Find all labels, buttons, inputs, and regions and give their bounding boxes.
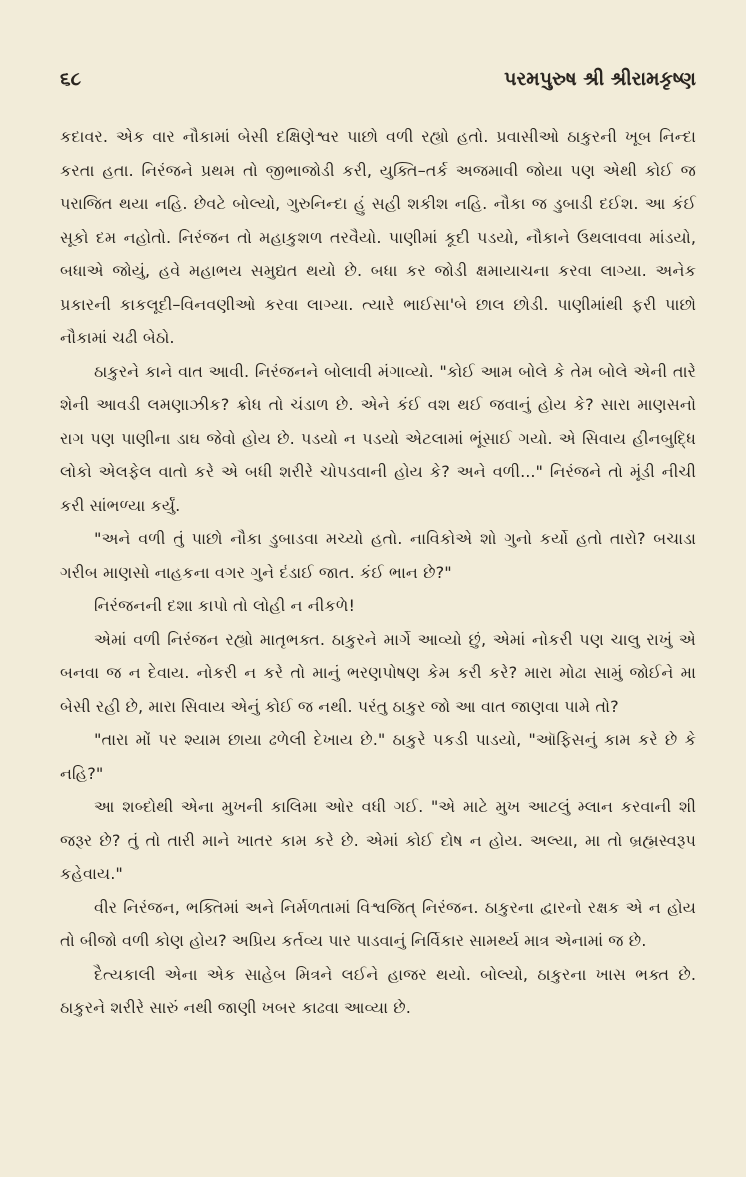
paragraph-8: વીર નિરંજન, ભક્તિમાં અને નિર્મળતામાં વિશ્વજિત્ નિરંજન. ઠાકુરના દ્વારનો રક્ષક એ ન હોય તો બીજો વળી કોણ હોય? અપ્રિય કર્તવ્ય પાર પાડવાનું નિર્વિકાર સામર્થ્ય માત્ર એનામાં જ છે. xyxy=(60,897,696,950)
page-number: ૬૮ xyxy=(60,68,82,90)
paragraph-2: ઠાકુરને કાને વાત આવી. નિરંજનને બોલાવી મંગાવ્યો. "કોઈ આમ બોલે કે તેમ બોલે એની તારે શેની આવડી લમણાઝીક? ક્રોધ તો ચંડાળ છે. એને કંઈ વશ થઈ જવાનું હોય કે? સારા માણસનો રાગ પણ પાણીના ડાઘ જેવો હોય છે. પડયો ન પડયો એટલામાં ભૂંસાઈ ગયો. એ સિવાય હીનબુદ્ધિ લોકો એલફેલ વાતો કરે એ બધી શરીરે ચોપડવાની હોય કે? અને વળી..." નિરંજને તો મૂંડી નીચી કરી સાંભળ્યા કર્યું. xyxy=(60,361,696,515)
paragraph-1: કદાવર. એક વાર નૌકામાં બેસી દક્ષિણેશ્વર પાછો વળી રહ્યો હતો. પ્રવાસીઓ ઠાકુરની ખૂબ નિન્દા કરતા હતા. નિરંજને પ્રથમ તો જીભાજોડી કરી, યુક્તિ–તર્ક અજમાવી જોયા પણ એથી કોઈ જ પરાજિત થયા નહિ. છેવટે બોલ્યો, ગુરુનિન્દા હું સહી શકીશ નહિ. નૌકા જ ડુબાડી દઈશ. આ કંઈ સૂકો દમ નહોતો. નિરંજન તો મહાકુશળ તરવૈયો. પાણીમાં કૂદી પડયો, નૌકાને ઉથલાવવા માંડયો, બધાએ જોયું, હવે મહાભય સમુદ્યત થયો છે. બધા કર જોડી ક્ષમાયાચના કરવા લાગ્યા. અનેક પ્રકારની કાકલૂદી–વિનવણીઓ કરવા લાગ્યા. ત્યારે ભાઈસા'બે છાલ છોડી. પાણીમાંથી ફરી પાછો નૌકામાં ચઢી બેઠો. xyxy=(60,127,696,347)
paragraph-7: આ શબ્દોથી એના મુખની કાલિમા ઓર વધી ગઈ. "એ માટે મુખ આટલું મ્લાન કરવાની શી જરૂર છે? તું તો તારી માને ખાતર કામ કરે છે. એમાં કોઈ દોષ ન હોય. અલ્યા, મા તો બ્રહ્મસ્વરૂપ કહેવાય." xyxy=(60,797,696,883)
paragraph-3: "અને વળી તું પાછો નૌકા ડુબાડવા મચ્યો હતો. નાવિકોએ શો ગુનો કર્યો હતો તારો? બચાડા ગરીબ માણસો નાહકના વગર ગુને દંડાઈ જાત. કંઈ ભાન છે?" xyxy=(60,529,696,582)
page-header xyxy=(60,68,696,90)
paragraph-5: એમાં વળી નિરંજન રહ્યો માતૃભક્ત. ઠાકુરને માર્ગે આવ્યો છું, એમાં નોકરી પણ ચાલુ રાખું એ બનવા જ ન દેવાય. નોકરી ન કરે તો માનું ભરણપોષણ કેમ કરી કરે? મારા મોઢા સામું જોઈને મા બેસી રહી છે, મારા સિવાય એનું કોઈ જ નથી. પરંતુ ઠાકુર જો આ વાત જાણવા પામે તો? xyxy=(60,629,696,716)
paragraph-4: નિરંજનની દશા કાપો તો લોહી ન નીકળે! xyxy=(94,596,355,615)
paragraph-9: દૈત્યકાલી એના એક સાહેબ મિત્રને લઈને હાજર થયો. બોલ્યો, ઠાકુરના ખાસ ભક્ત છે. ઠાકુરને શરીરે સારું નથી જાણી ખબર કાઢવા આવ્યા છે. xyxy=(60,964,696,1017)
running-title: પરમપુરુષ શ્રી શ્રીરામકૃષ્ણ xyxy=(504,68,696,90)
paragraph-6: "તારા મોં પર શ્યામ છાયા ઢળેલી દેખાય છે." ઠાકુરે પકડી પાડયો, "ઑફિસનું કામ કરે છે કે નહિ?" xyxy=(60,730,696,783)
body-text xyxy=(60,120,696,1025)
